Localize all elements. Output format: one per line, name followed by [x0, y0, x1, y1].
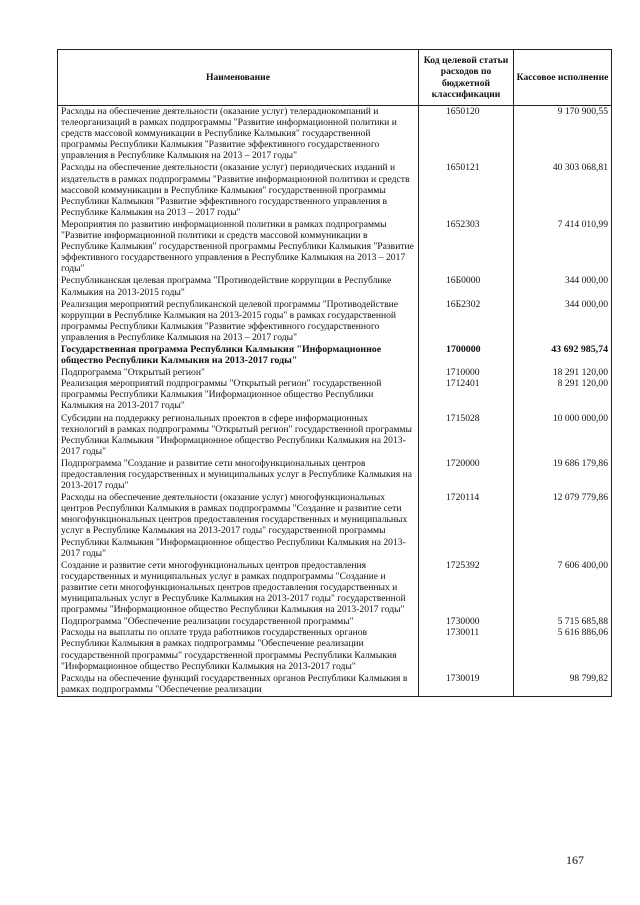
row-name: Реализация мероприятий республиканской целевой программы "Противодействие коррупции в Республике Калмыкия на 2013-2015 годы" в рамках государственной программы Республики Калмыкия "Развитие эффективного государственного управления в Республике Калмыкия на 2013 – 2017 годы"	[58, 299, 419, 344]
row-amount: 344 000,00	[514, 275, 612, 298]
row-amount: 19 686 179,86	[514, 458, 612, 492]
row-name-part: Подпрограмма "Открытый регион"	[61, 367, 205, 379]
row-code-part: 1710000	[446, 367, 480, 379]
row-amount: 10 000 000,00	[514, 413, 612, 458]
table-row	[58, 560, 612, 616]
table-row	[58, 492, 612, 560]
row-amount: 9 170 900,55	[514, 106, 612, 163]
table-row	[58, 299, 612, 344]
row-amount-part: 5 715 685,88	[557, 616, 608, 628]
row-name-part: Реализация мероприятий подпрограммы "Открытый регион" государственной программы Республики Калмыкия "Информационное общество Республики Калмыкия на 2013-2017 годы"	[61, 378, 382, 412]
row-name: Расходы на обеспечение деятельности (оказание услуг) телерадиокомпаний и телеорганизаций в рамках подпрограммы "Развитие информационной политики и средств массовой коммуникации в Республике Калмыкия" государственной программы Республики Калмыкия "Развитие эффективного государственного управления в Республике Калмыкия на 2013 – 2017 годы"	[58, 106, 419, 163]
row-code: 1652303	[419, 219, 514, 275]
row-name-part: Расходы на выплаты по оплате труда работников государственных органов Республики Калмыкия в рамках подпрограммы "Обеспечение реализации государственной программы" государственной программы Республики Калмыкия "Информационное общество Республики Калмыкия на 2013-2017 годы"	[61, 627, 397, 672]
row-code	[419, 616, 514, 672]
row-name	[58, 367, 419, 412]
row-name	[58, 616, 419, 672]
header-amount: Кассовое исполнение	[514, 50, 612, 106]
row-name: Республиканская целевая программа "Противодействие коррупции в Республике Калмыкия на 2013-2015 годы"	[58, 275, 419, 298]
row-amount: 98 799,82	[514, 673, 612, 697]
row-name: Субсидии на поддержку региональных проектов в сфере информационных технологий в рамках подпрограммы "Открытый регион" государственной программы Республики Калмыкия "Информационное общество Республики Калмыкия на 2013-2017 годы"	[58, 413, 419, 458]
row-code-part: 1730000	[446, 616, 480, 628]
row-amount: 43 692 985,74	[514, 344, 612, 367]
row-code	[419, 367, 514, 412]
row-code: 1715028	[419, 413, 514, 458]
row-code: 16Б2302	[419, 299, 514, 344]
row-name: Создание и развитие сети многофункциональных центров предоставления государственных и муниципальных услуг в рамках подпрограммы "Создание и развитие сети многофункциональных центров предоставления государственных и муниципальных услуг в Республике Калмыкия на 2013-2017 годы" государственной программы "Информационное общество Республики Калмыкия на 2013-2017 годы"	[58, 560, 419, 616]
header-name: Наименование	[58, 50, 419, 106]
row-name: Мероприятия по развитию информационной политики в рамках подпрограммы "Развитие информационной политики и средств массовой коммуникации в Республике Калмыкия" государственной программы Республики Калмыкия "Развитие эффективного государственного управления в Республике Калмыкия на 2013 – 2017 годы"	[58, 219, 419, 275]
row-name-part: Подпрограмма "Обеспечение реализации государственной программы"	[61, 616, 354, 628]
row-code: 1650120	[419, 106, 514, 163]
row-name: Расходы на обеспечение деятельности (оказание услуг) многофункциональных центров Республики Калмыкия в рамках подпрограммы "Создание и развитие сети многофункциональных центров предоставления государственных и муниципальных услуг в Республике Калмыкия на 2013-2017 годы" государственной программы Республики Калмыкия "Информационное общество Республики Калмыкия на 2013-2017 годы"	[58, 492, 419, 560]
row-amount	[514, 616, 612, 672]
row-amount	[514, 367, 612, 412]
row-code: 1700000	[419, 344, 514, 367]
table-row	[58, 413, 612, 458]
row-name: Подпрограмма "Создание и развитие сети многофункциональных центров предоставления государственных и муниципальных услуг в Республике Калмыкия на 2013-2017 годы"	[58, 458, 419, 492]
table-row	[58, 219, 612, 275]
header-code: Код целевой статьи расходов по бюджетной классификации	[419, 50, 514, 106]
row-code-part: 1712401	[446, 378, 480, 390]
row-name: Расходы на обеспечение функций государственных органов Республики Калмыкия в рамках подпрограммы "Обеспечение реализации	[58, 673, 419, 697]
document-page	[57, 49, 611, 697]
row-code: 1725392	[419, 560, 514, 616]
row-code: 1720000	[419, 458, 514, 492]
row-amount: 40 303 068,81	[514, 162, 612, 218]
table-row	[58, 106, 612, 163]
row-code: 1720114	[419, 492, 514, 560]
row-amount-part: 5 616 886,06	[557, 627, 608, 639]
page-number: 167	[566, 853, 584, 867]
row-code: 16Б0000	[419, 275, 514, 298]
row-code: 1650121	[419, 162, 514, 218]
row-amount: 7 414 010,99	[514, 219, 612, 275]
table-header	[58, 50, 612, 106]
table-row	[58, 616, 612, 672]
table-row	[58, 458, 612, 492]
row-code: 1730019	[419, 673, 514, 697]
row-amount: 12 079 779,86	[514, 492, 612, 560]
table-row	[58, 275, 612, 298]
row-name: Расходы на обеспечение деятельности (оказание услуг) периодических изданий и издательств в рамках подпрограммы "Развитие информационной политики и средств массовой коммуникации в Республике Калмыкия" государственной программы Республики Калмыкия "Развитие эффективного государственного управления в Республике Калмыкия на 2013 – 2017 годы"	[58, 162, 419, 218]
row-amount: 344 000,00	[514, 299, 612, 344]
row-name: Государственная программа Республики Калмыкия "Информационное общество Республики Калмыкия на 2013-2017 годы"	[58, 344, 419, 367]
table-row	[58, 344, 612, 367]
table-row	[58, 162, 612, 218]
row-amount-part: 18 291 120,00	[552, 367, 608, 379]
row-amount: 7 606 400,00	[514, 560, 612, 616]
budget-table	[57, 49, 612, 697]
table-row	[58, 367, 612, 412]
table-body	[58, 106, 612, 697]
row-amount-part: 8 291 120,00	[557, 378, 608, 390]
table-row	[58, 673, 612, 697]
row-code-part: 1730011	[446, 627, 480, 639]
